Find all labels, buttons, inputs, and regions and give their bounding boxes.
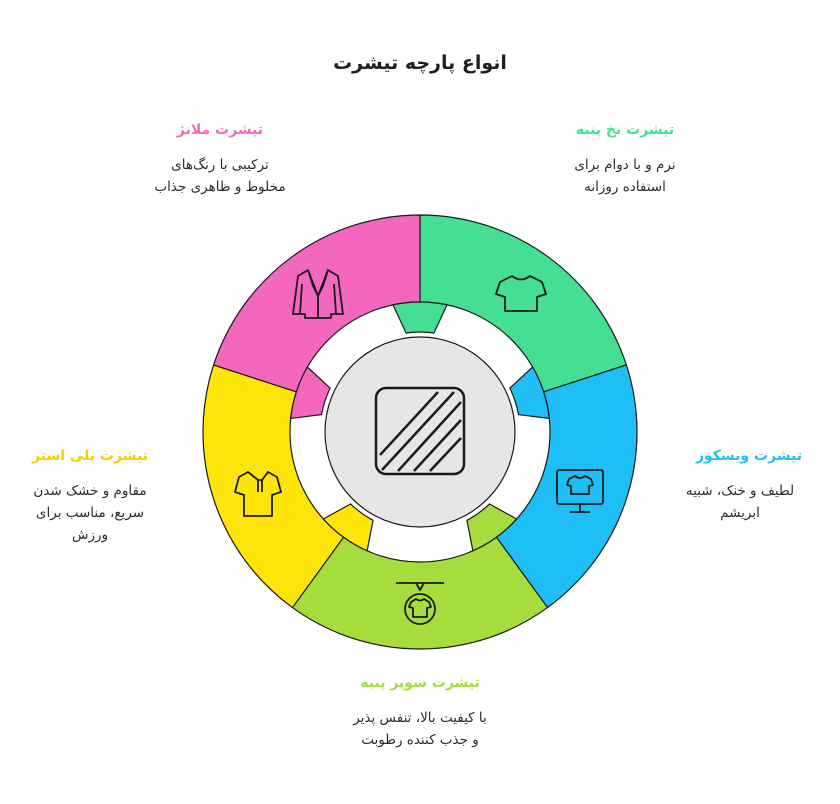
desc-line: و جذب کننده رطوبت <box>361 732 479 748</box>
segment-desc-viscose <box>660 480 820 524</box>
segment-desc-polyester <box>10 480 170 546</box>
desc-line: سریع، مناسب برای <box>35 505 145 521</box>
desc-line: با کیفیت بالا، تنفس پذیر <box>353 710 487 726</box>
desc-line: ابریشم <box>720 505 760 521</box>
segment-label-melange <box>135 120 305 198</box>
hub <box>325 337 515 527</box>
desc-line: استفاده روزانه <box>584 179 666 195</box>
segment-desc-supercotton <box>320 707 520 751</box>
desc-line: ورزش <box>71 527 109 543</box>
desc-line: لطیف و خنک، شبیه <box>685 483 795 499</box>
segment-heading-supercotton: تیشرت سوپر پنبه <box>360 675 480 691</box>
hub-circle <box>325 337 515 527</box>
segment-desc-melange <box>135 154 305 198</box>
segment-heading-viscose: تیشرت ویسکوز <box>695 448 802 464</box>
desc-line: مقاوم و خشک شدن <box>33 483 147 499</box>
diagram-title: انواع پارچه تیشرت <box>333 52 507 74</box>
segment-heading-melange: تیشرت ملانژ <box>176 122 264 138</box>
desc-line: نرم و با دوام برای <box>574 157 676 173</box>
segment-desc-cotton <box>545 154 705 198</box>
segment-heading-cotton: تیشرت نخ پنبه <box>575 122 675 138</box>
segment-label-viscose <box>660 446 820 524</box>
segment-label-supercotton <box>320 673 520 751</box>
desc-line: مخلوط و ظاهری جذاب <box>154 179 286 195</box>
segment-heading-polyester: تیشرت پلی استر <box>32 448 148 464</box>
segment-label-cotton <box>545 120 705 198</box>
segment-label-polyester <box>10 446 170 546</box>
desc-line: ترکیبی با رنگ‌های <box>171 157 269 173</box>
